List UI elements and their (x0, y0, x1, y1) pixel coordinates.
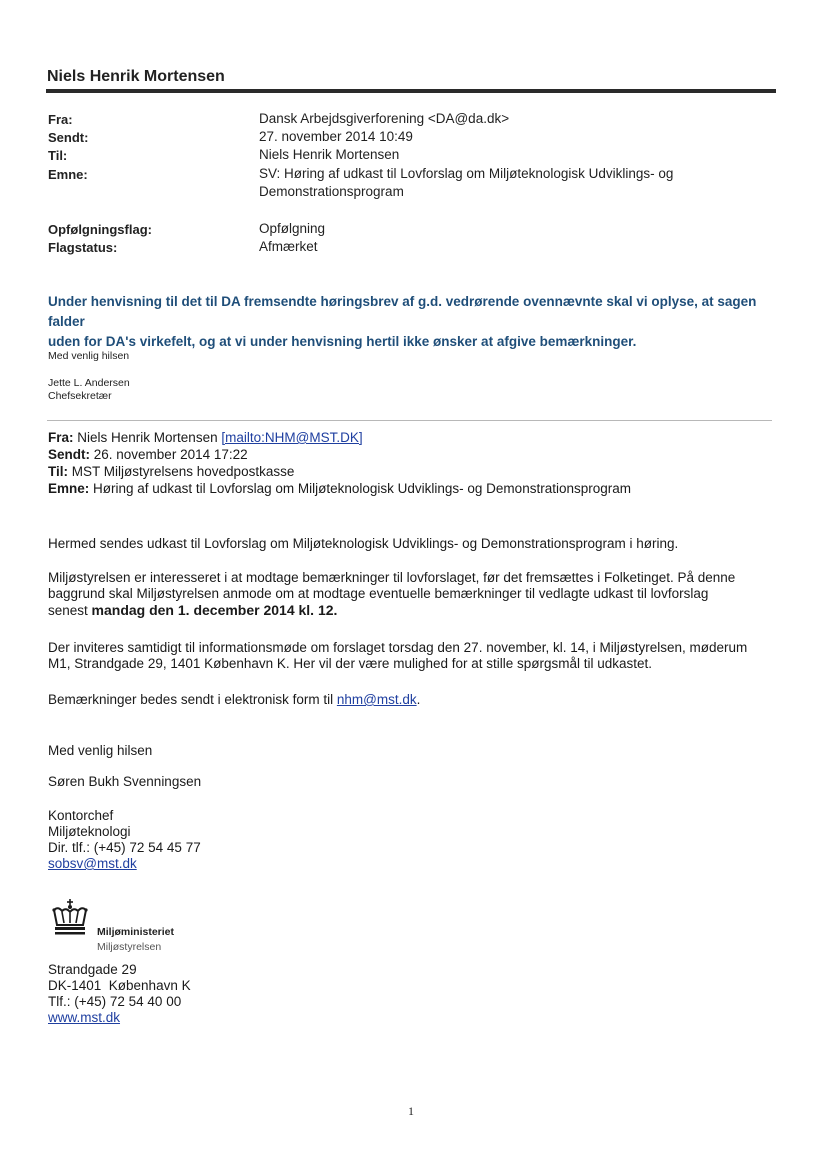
sender-title: Kontorchef (48, 808, 114, 823)
sender-dept: Miljøteknologi (48, 824, 131, 839)
fwd-to-value: MST Miljøstyrelsens hovedpostkasse (71, 464, 295, 479)
fwd-sent-row (48, 446, 248, 463)
letter-para2-line1: Miljøstyrelsen er interesseret i at modtage bemærkninger til lovforslaget, før det fremsættes i Folketinget. På denne (48, 570, 736, 585)
from-value: Dansk Arbejdsgiverforening <DA@da.dk> (259, 111, 510, 126)
agency-name: Miljøstyrelsen (97, 941, 162, 953)
reply-signer-title: Chefsekretær (48, 390, 112, 402)
sent-label: Sendt: (48, 130, 89, 145)
letter-para2-line2: baggrund skal Miljøstyrelsen anmode om at modtage eventuelle bemærkninger til vedlagte udkast til lovforslag (48, 586, 709, 601)
fwd-to-label: Til: (48, 464, 68, 479)
to-label: Til: (48, 148, 68, 163)
sender-block (48, 808, 783, 872)
nhm-email-link[interactable]: nhm@mst.dk (336, 692, 417, 707)
fwd-sent-value: 26. november 2014 17:22 (93, 447, 248, 462)
crown-crest-icon (50, 898, 90, 938)
fwd-subject-label: Emne: (48, 481, 90, 496)
document-owner-name: Niels Henrik Mortensen (47, 68, 225, 85)
letter-para3-line1: Der inviteres samtidigt til informationsmøde om forslaget torsdag den 27. november, kl. 14, i Miljøstyrelsen, møderum (48, 640, 748, 655)
fwd-from-label: Fra: (48, 430, 74, 445)
letter-para3-line2: M1, Strandgade 29, 1401 København K. Her vil der være mulighed for at stille spørgsmål til udkastet. (48, 656, 653, 671)
fwd-from-row (48, 429, 363, 446)
address-street: Strandgade 29 (48, 962, 137, 977)
letter-para4 (48, 692, 783, 708)
subject-label: Emne: (48, 167, 88, 182)
message-separator (47, 420, 772, 421)
letter-para3 (48, 640, 783, 672)
flagstatus-value: Afmærket (259, 239, 318, 254)
address-phone: Tlf.: (+45) 72 54 40 00 (48, 994, 182, 1009)
sender-phone: Dir. tlf.: (+45) 72 54 45 77 (48, 840, 201, 855)
website-link[interactable]: www.mst.dk (48, 1010, 121, 1025)
sent-value: 27. november 2014 10:49 (259, 129, 413, 144)
letter-para2-prefix: senest (48, 603, 92, 618)
flag-label: Opfølgningsflag: (48, 222, 152, 237)
letter-closing: Med venlig hilsen (48, 743, 153, 758)
subject-value-line2: Demonstrationsprogram (259, 184, 404, 199)
letter-para4-prefix: Bemærkninger bedes sendt i elektronisk form til (48, 692, 337, 707)
flagstatus-label: Flagstatus: (48, 240, 118, 255)
letter-para2 (48, 570, 783, 619)
deadline-text: mandag den 1. december 2014 kl. 12. (91, 602, 338, 618)
sender-email-link[interactable]: sobsv@mst.dk (48, 856, 137, 871)
address-city: DK-1401 København K (48, 978, 191, 993)
subject-value-line1: SV: Høring af udkast til Lovforslag om Miljøteknologisk Udviklings- og (259, 166, 674, 181)
fwd-sent-label: Sendt: (48, 447, 90, 462)
flag-value: Opfølgning (259, 221, 326, 236)
reply-signer-name: Jette L. Andersen (48, 377, 130, 389)
fwd-subject-row (48, 480, 631, 497)
reply-body-line2: uden for DA's virkefelt, og at vi under henvisning hertil ikke ønsker at afgive bemærkninger. (48, 334, 637, 349)
fwd-from-value: Niels Henrik Mortensen (77, 430, 218, 445)
letter-para4-suffix: . (416, 692, 421, 707)
letter-para1: Hermed sendes udkast til Lovforslag om Miljøteknologisk Udviklings- og Demonstrationsprogram i høring. (48, 536, 679, 551)
address-block (48, 962, 783, 1026)
to-value: Niels Henrik Mortensen (259, 147, 400, 162)
reply-body-line1: Under henvisning til det til DA fremsendte høringsbrev af g.d. vedrørende ovennævnte skal vi oplyse, at sagen falder (48, 294, 757, 329)
ministry-name: Miljøministeriet (97, 926, 175, 938)
reply-body (48, 292, 778, 352)
fwd-subject-value: Høring af udkast til Lovforslag om Miljøteknologisk Udviklings- og Demonstrationsprogram (93, 481, 631, 496)
sender-name: Søren Bukh Svenningsen (48, 774, 202, 789)
page-number: 1 (408, 1104, 414, 1118)
title-divider (46, 89, 776, 93)
reply-greeting: Med venlig hilsen (48, 350, 130, 362)
fwd-mailto-link[interactable]: [mailto:NHM@MST.DK] (221, 430, 363, 445)
letter-para2-line3 (48, 602, 783, 619)
fwd-to-row (48, 463, 294, 480)
from-label: Fra: (48, 112, 73, 127)
